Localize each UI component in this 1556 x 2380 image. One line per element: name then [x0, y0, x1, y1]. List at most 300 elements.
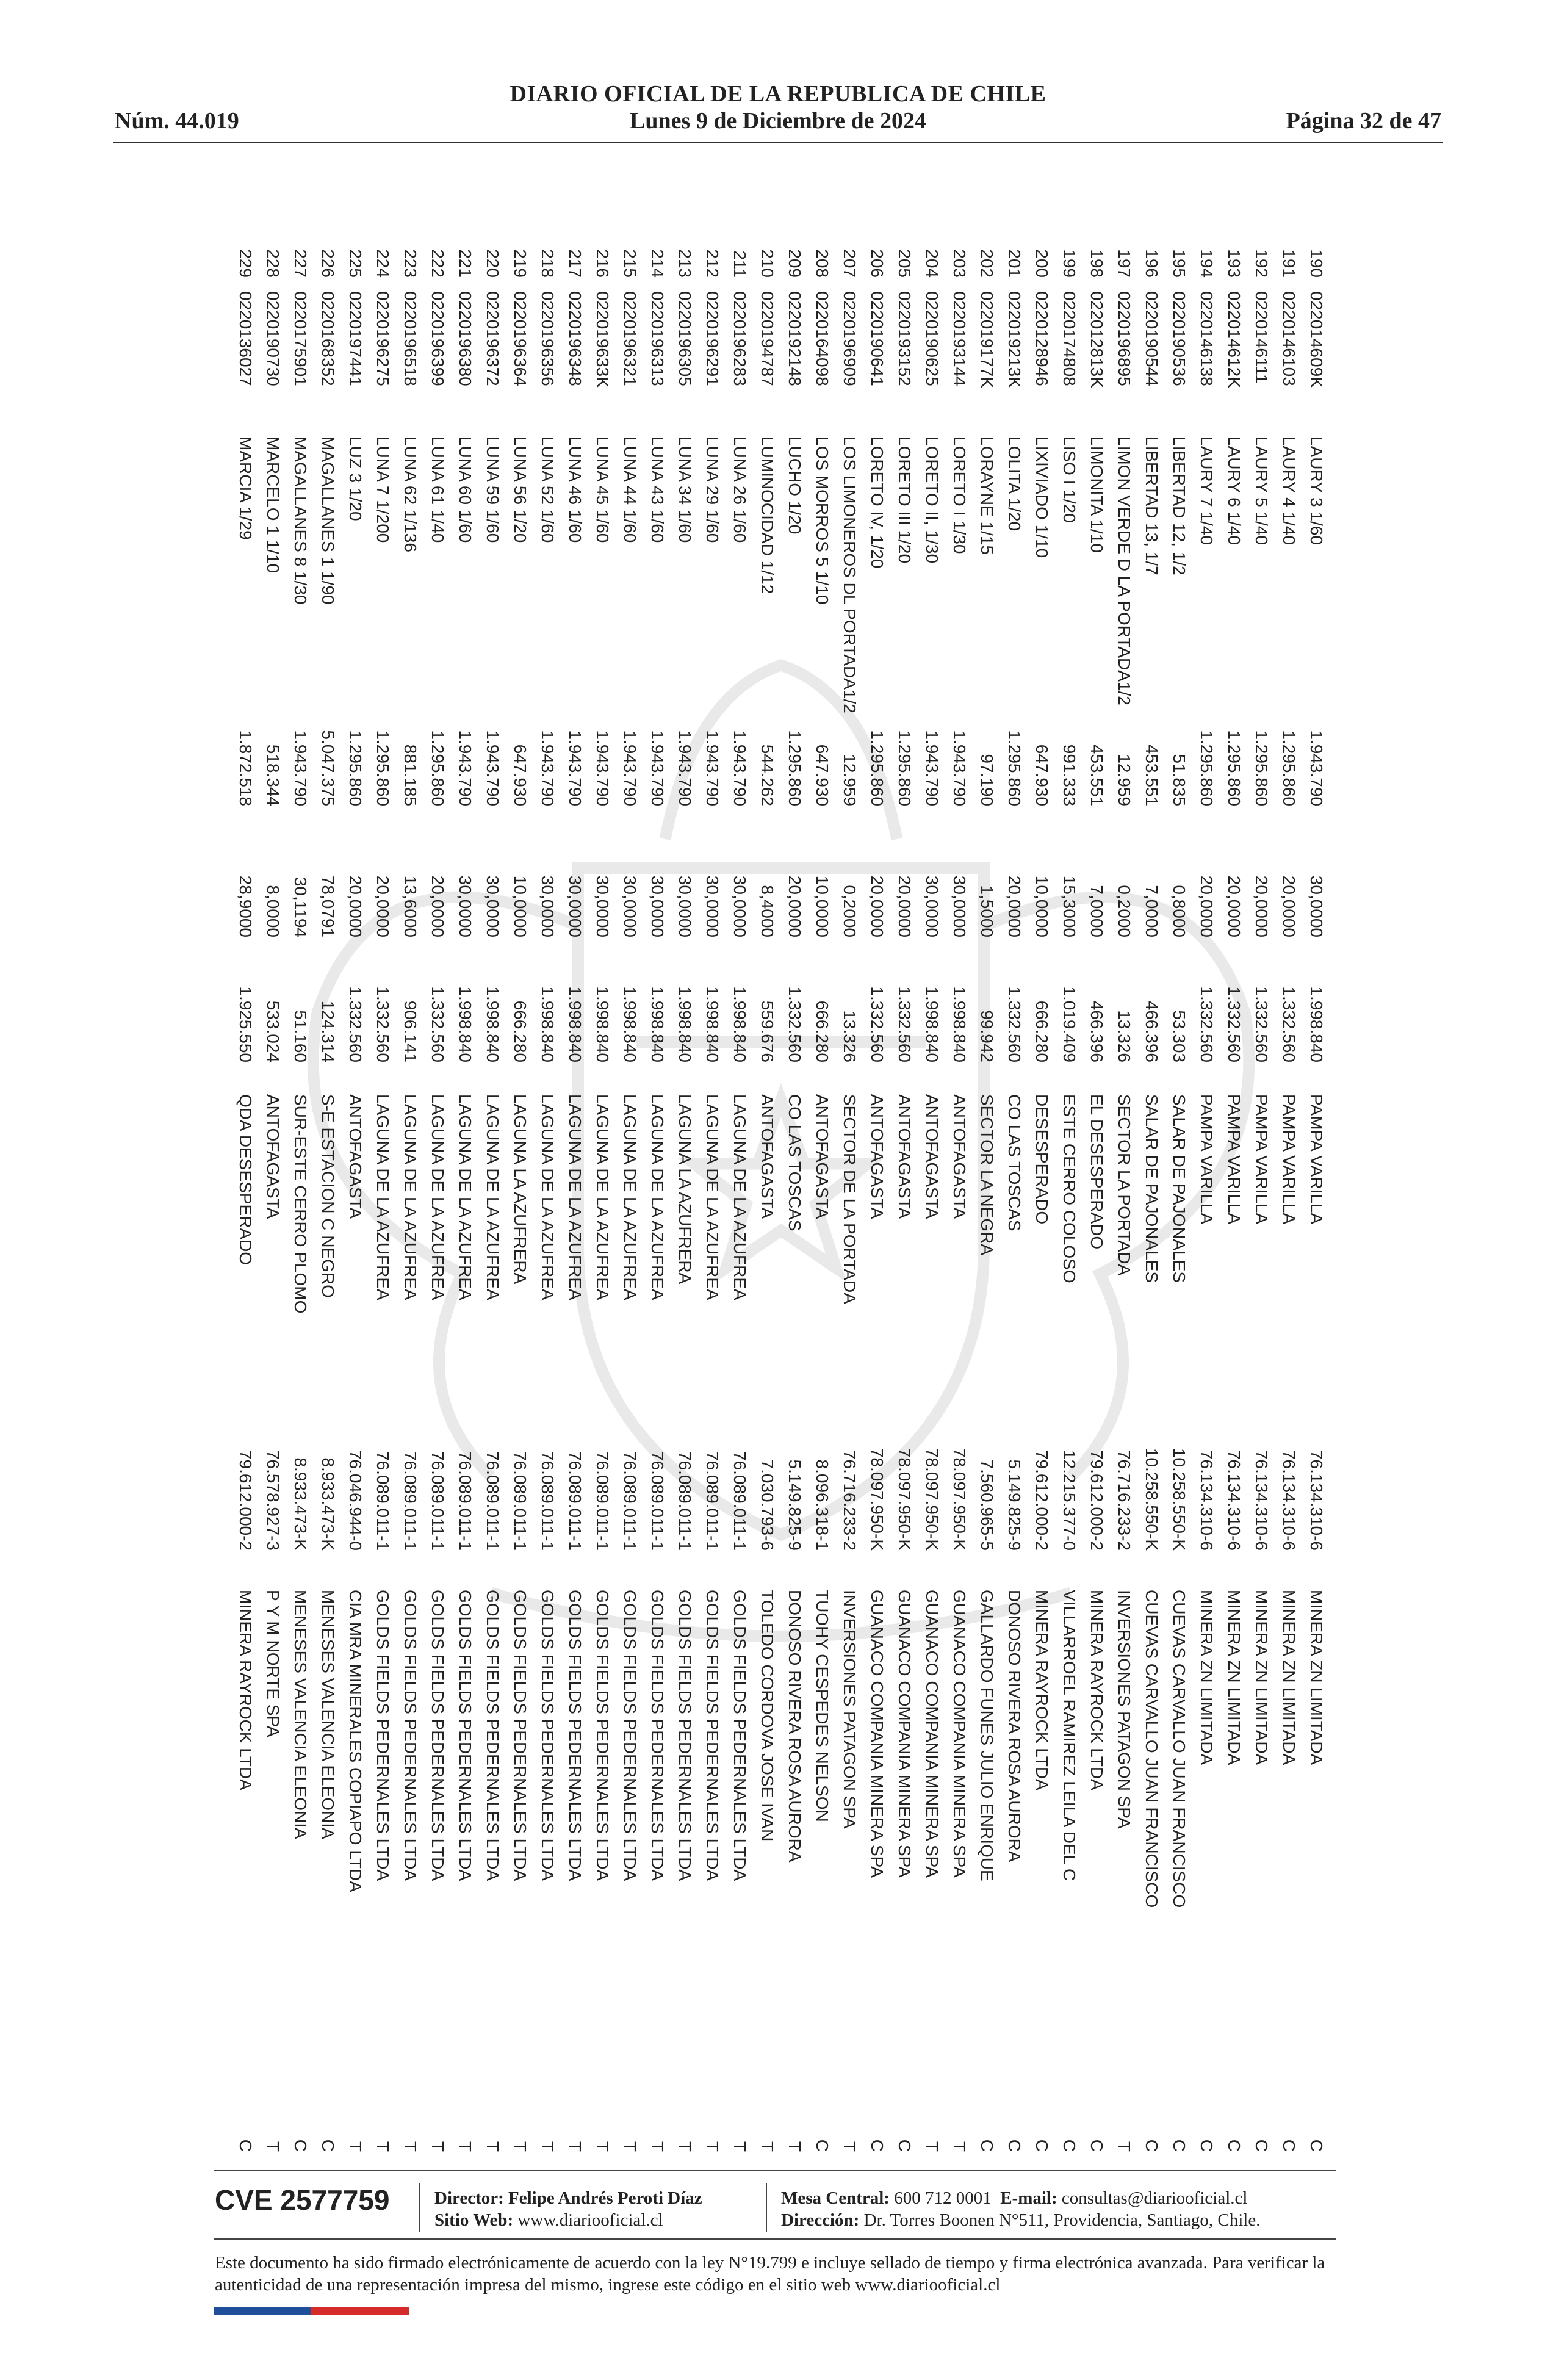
row-number: 210	[758, 249, 777, 278]
hectares-value: 0,2000	[1115, 885, 1134, 937]
utm-value: 1.998.840	[566, 986, 585, 1062]
location-name: ANTOFAGASTA	[868, 1094, 887, 1219]
utm-value: 666.280	[813, 1000, 832, 1062]
table-row	[479, 242, 506, 2152]
titular-name: MINERA ZN LIMITADA	[1307, 1590, 1327, 1765]
titular-name: TUOHY CESPEDES NELSON	[813, 1590, 832, 1822]
concession-name: LAURY 5 1/40	[1252, 436, 1272, 545]
status-code: T	[648, 2141, 668, 2152]
rol-code: 0220190730	[264, 291, 283, 386]
table-row	[918, 242, 946, 2152]
hectares-value: 30,1194	[291, 876, 311, 937]
titular-name: GOLDS FIELDS PEDERNALES LTDA	[648, 1590, 668, 1881]
area-value: 1.943.790	[456, 730, 475, 806]
rut-value: 5.149.825-9	[1005, 1459, 1025, 1551]
location-name: DESESPERADO	[1032, 1094, 1052, 1225]
status-code: C	[1307, 2139, 1327, 2152]
titular-name: MINERA ZN LIMITADA	[1252, 1590, 1272, 1765]
table-row	[287, 242, 314, 2152]
location-name: LAGUNA DE LA AZUFREA	[703, 1094, 722, 1300]
area-value: 1.943.790	[703, 730, 722, 806]
concession-name: LIMONITA 1/10	[1087, 436, 1107, 553]
utm-value: 1.998.840	[950, 986, 970, 1062]
rol-code: 0220192148	[785, 291, 805, 386]
table-row	[589, 242, 616, 2152]
titular-name: GUANACO COMPANIA MINERA SPA	[895, 1590, 915, 1878]
table-row	[1111, 242, 1138, 2152]
concession-name: LUNA 43 1/60	[648, 436, 668, 543]
hectares-value: 30,0000	[621, 875, 640, 937]
rut-value: 76.134.310-6	[1197, 1449, 1217, 1551]
rut-value: 76.089.011-1	[511, 1451, 530, 1551]
concession-name: LUNA 60 1/60	[456, 436, 475, 543]
concession-name: LIMON VERDE D LA PORTADA1/2	[1115, 436, 1134, 705]
titular-name: INVERSIONES PATAGON SPA	[1115, 1590, 1134, 1829]
table-row	[506, 242, 534, 2152]
titular-name: DONOSO RIVERA ROSA AURORA	[1005, 1590, 1025, 1863]
status-code: C	[291, 2139, 311, 2152]
titular-name: DONOSO RIVERA ROSA AURORA	[785, 1590, 805, 1863]
location-name: LAGUNA DE LA AZUFREA	[428, 1094, 448, 1300]
area-value: 1.295.860	[428, 730, 448, 806]
concession-name: MAGALLANES 8 1/30	[291, 436, 311, 605]
location-name: S-E ESTACION C NEGRO	[319, 1094, 338, 1298]
utm-value: 906.141	[401, 1000, 420, 1062]
table-row	[1056, 242, 1083, 2152]
rol-code: 022014612K	[1225, 291, 1244, 388]
location-name: LAGUNA DE LA AZUFREA	[566, 1094, 585, 1300]
concession-name: LIBERTAD 13, 1/7	[1142, 436, 1162, 575]
area-value: 1.295.860	[346, 730, 366, 806]
table-row	[342, 242, 369, 2152]
rol-code: 0220128946	[1032, 291, 1052, 386]
table-row	[1220, 242, 1248, 2152]
row-number: 208	[813, 249, 832, 278]
titular-name: GUANACO COMPANIA MINERA SPA	[923, 1590, 942, 1878]
table-row	[1248, 242, 1275, 2152]
concession-name: LORAYNE 1/15	[978, 436, 997, 555]
status-code: T	[923, 2141, 942, 2152]
hectares-value: 20,0000	[373, 875, 393, 937]
utm-value: 1.998.840	[703, 986, 722, 1062]
location-name: SECTOR LA NEGRA	[978, 1094, 997, 1256]
table-row	[1028, 242, 1056, 2152]
location-name: LAGUNA DE LA AZUFREA	[648, 1094, 668, 1300]
table-row	[424, 242, 452, 2152]
utm-value: 559.676	[758, 1000, 777, 1062]
rol-code: 0220190641	[868, 291, 887, 386]
hectares-value: 30,0000	[730, 875, 750, 937]
hectares-value: 30,0000	[703, 875, 722, 937]
titular-name: GOLDS FIELDS PEDERNALES LTDA	[428, 1590, 448, 1881]
footer-rule-bottom	[214, 2238, 1336, 2240]
address-label: Dirección:	[781, 2210, 860, 2230]
rut-value: 12.215.377-0	[1060, 1449, 1079, 1551]
area-value: 991.333	[1060, 744, 1079, 806]
table-row	[754, 242, 781, 2152]
rol-code: 0220196372	[483, 291, 503, 386]
rut-value: 7.560.965-5	[978, 1459, 997, 1551]
area-value: 1.295.860	[373, 730, 393, 806]
hectares-value: 30,0000	[456, 875, 475, 937]
hectares-value: 20,0000	[785, 875, 805, 937]
hectares-value: 20,0000	[895, 875, 915, 937]
utm-value: 1.998.840	[730, 986, 750, 1062]
rol-code: 0220194787	[758, 291, 777, 386]
location-name: QDA DESESPERADO	[236, 1094, 256, 1266]
rut-value: 76.089.011-1	[593, 1451, 613, 1551]
flag-stripe-blue	[214, 2307, 311, 2315]
concession-name: LUNA 61 1/40	[428, 436, 448, 543]
titular-name: MENESES VALENCIA ELEONIA	[291, 1590, 311, 1839]
hectares-value: 10,0000	[511, 875, 530, 937]
area-value: 1.943.790	[1307, 730, 1327, 806]
location-name: LAGUNA DE LA AZUFREA	[730, 1094, 750, 1300]
status-code: T	[950, 2141, 970, 2152]
location-name: LAGUNA DE LA AZUFREA	[538, 1094, 558, 1300]
area-value: 647.930	[813, 744, 832, 806]
hectares-value: 0,8000	[1170, 885, 1189, 937]
hectares-value: 30,0000	[566, 875, 585, 937]
row-number: 209	[785, 249, 805, 278]
row-number: 222	[428, 249, 448, 278]
table-row	[1165, 242, 1193, 2152]
row-number: 213	[675, 249, 695, 278]
location-name: PAMPA VARILLA	[1307, 1094, 1327, 1225]
rol-code: 0220196305	[675, 291, 695, 386]
concession-name: LORETO I 1/30	[950, 436, 970, 554]
row-number: 223	[401, 249, 420, 278]
rol-code: 0220190625	[923, 291, 942, 386]
address-value: Dr. Torres Boonen N°511, Providencia, Santiago, Chile.	[863, 2210, 1261, 2230]
hectares-value: 15,3000	[1060, 875, 1079, 937]
utm-value: 1.998.840	[1307, 986, 1327, 1062]
table-row	[891, 242, 918, 2152]
row-number: 200	[1032, 249, 1052, 278]
area-value: 544.262	[758, 744, 777, 806]
hectares-value: 20,0000	[1280, 875, 1299, 937]
location-name: LAGUNA DE LA AZUFREA	[456, 1094, 475, 1300]
concession-name: MARCIA 1/29	[236, 436, 256, 540]
hectares-value: 30,0000	[648, 875, 668, 937]
location-name: LAGUNA DE LA AZUFREA	[593, 1094, 613, 1300]
status-code: T	[483, 2141, 503, 2152]
area-value: 453.551	[1142, 744, 1162, 806]
rol-code: 0220146103	[1280, 291, 1299, 386]
area-value: 51.835	[1170, 754, 1189, 806]
concession-name: LAURY 7 1/40	[1197, 436, 1217, 545]
rut-value: 78.097.950-K	[950, 1448, 970, 1551]
hectares-value: 1,5000	[978, 885, 997, 937]
titular-name: GOLDS FIELDS PEDERNALES LTDA	[675, 1590, 695, 1881]
rol-code: 0220136027	[236, 291, 256, 386]
rut-value: 79.612.000-2	[1087, 1449, 1107, 1551]
row-number: 201	[1005, 249, 1025, 278]
rut-value: 8.933.473-K	[319, 1457, 338, 1551]
utm-value: 1.998.840	[456, 986, 475, 1062]
director-label: Director:	[434, 2188, 504, 2208]
row-number: 203	[950, 249, 970, 278]
status-code: C	[236, 2139, 256, 2152]
rut-value: 78.097.950-K	[895, 1448, 915, 1551]
concession-name: LAURY 4 1/40	[1280, 436, 1299, 545]
utm-value: 1.332.560	[346, 986, 366, 1062]
utm-value: 1.332.560	[1197, 986, 1217, 1062]
titular-name: MINERA RAYROCK LTDA	[1087, 1590, 1107, 1790]
location-name: LAGUNA DE LA AZUFREA	[621, 1094, 640, 1300]
titular-name: GUANACO COMPANIA MINERA SPA	[950, 1590, 970, 1878]
rut-value: 76.089.011-1	[703, 1451, 722, 1551]
rut-value: 76.089.011-1	[428, 1451, 448, 1551]
hectares-value: 20,0000	[1005, 875, 1025, 937]
row-number: 190	[1307, 249, 1327, 278]
hectares-value: 30,0000	[538, 875, 558, 937]
status-code: T	[264, 2141, 283, 2152]
table-row	[1275, 242, 1303, 2152]
table-row	[397, 242, 424, 2152]
concession-name: LUNA 45 1/60	[593, 436, 613, 543]
status-code: C	[895, 2139, 915, 2152]
titular-name: GOLDS FIELDS PEDERNALES LTDA	[511, 1590, 530, 1881]
footer-rule-top	[214, 2170, 1336, 2171]
status-code: T	[593, 2141, 613, 2152]
concession-name: LORETO III 1/20	[895, 436, 915, 564]
rut-value: 78.097.950-K	[923, 1448, 942, 1551]
rol-code: 0220168352	[319, 291, 338, 386]
utm-value: 1.332.560	[1225, 986, 1244, 1062]
utm-value: 1.998.840	[675, 986, 695, 1062]
concession-name: LISO I 1/20	[1060, 436, 1079, 523]
location-name: CO LAS TOSCAS	[785, 1094, 805, 1231]
titular-name: INVERSIONES PATAGON SPA	[840, 1590, 860, 1829]
location-name: ANTOFAGASTA	[264, 1094, 283, 1219]
utm-value: 1.332.560	[1280, 986, 1299, 1062]
hectares-value: 30,0000	[675, 875, 695, 937]
hectares-value: 8,0000	[264, 885, 283, 937]
table-row	[809, 242, 836, 2152]
director-block	[434, 2187, 702, 2231]
area-value: 1.943.790	[566, 730, 585, 806]
utm-value: 13.326	[840, 1010, 860, 1062]
utm-value: 1.332.560	[428, 986, 448, 1062]
hectares-value: 30,0000	[483, 875, 503, 937]
hectares-value: 30,0000	[950, 875, 970, 937]
area-value: 1.295.860	[1252, 730, 1272, 806]
area-value: 1.295.860	[1197, 730, 1217, 806]
location-name: PAMPA VARILLA	[1252, 1094, 1272, 1225]
area-value: 453.551	[1087, 744, 1107, 806]
row-number: 215	[621, 249, 640, 278]
rut-value: 76.134.310-6	[1280, 1449, 1299, 1551]
location-name: ANTOFAGASTA	[758, 1094, 777, 1219]
rol-code: 0220190544	[1142, 291, 1162, 386]
hectares-value: 13,6000	[401, 875, 420, 937]
location-name: ANTOFAGASTA	[813, 1094, 832, 1219]
area-value: 1.943.790	[593, 730, 613, 806]
status-code: T	[566, 2141, 585, 2152]
area-value: 1.943.790	[730, 730, 750, 806]
location-name: SUR-ESTE CERRO PLOMO	[291, 1094, 311, 1314]
concession-name: MAGALLANES 1 1/90	[319, 436, 338, 605]
utm-value: 1.998.840	[593, 986, 613, 1062]
titular-name: GALLARDO FUNES JULIO ENRIQUE	[978, 1590, 997, 1881]
rol-code: 0220174808	[1060, 291, 1079, 386]
row-number: 211	[730, 250, 750, 278]
area-value: 1.295.860	[868, 730, 887, 806]
issue-date: Lunes 9 de Diciembre de 2024	[630, 108, 926, 134]
footer-separator	[766, 2183, 767, 2232]
concession-name: LUNA 52 1/60	[538, 436, 558, 543]
hectares-value: 7,0000	[1087, 885, 1107, 937]
row-number: 225	[346, 249, 366, 278]
row-number: 212	[703, 249, 722, 278]
rol-code: 0220190536	[1170, 291, 1189, 386]
hectares-value: 20,0000	[1197, 875, 1217, 937]
utm-value: 1.998.840	[923, 986, 942, 1062]
newspaper-title: DIARIO OFICIAL DE LA REPUBLICA DE CHILE	[510, 81, 1046, 107]
row-number: 207	[840, 249, 860, 278]
utm-value: 53.303	[1170, 1010, 1189, 1062]
web-link[interactable]: www.diariooficial.cl	[517, 2210, 663, 2230]
table-row	[973, 242, 1001, 2152]
rol-code: 0220196909	[840, 291, 860, 386]
status-code: C	[1005, 2139, 1025, 2152]
titular-name: GOLDS FIELDS PEDERNALES LTDA	[566, 1590, 585, 1881]
table-row	[1083, 242, 1111, 2152]
header-rule	[113, 142, 1443, 143]
row-number: 199	[1060, 249, 1079, 278]
mesa-label: Mesa Central:	[781, 2188, 890, 2208]
legal-notice: Este documento ha sido firmado electrónicamente de acuerdo con la ley N°19.799 e incluye sellado de tiempo y firma electrónica avanzada. Para verificar la autenticidad de una representación impresa del mismo, ingrese este código en el sitio web www.diariooficial.cl	[215, 2253, 1325, 2295]
area-value: 1.295.860	[1005, 730, 1025, 806]
concession-name: LIBERTAD 12, 1/2	[1170, 436, 1189, 575]
rol-code: 0220146138	[1197, 291, 1217, 386]
rol-code: 0220196291	[703, 291, 722, 386]
rol-code: 0220193144	[950, 291, 970, 386]
status-code: T	[840, 2141, 860, 2152]
concession-name: LORETO II, 1/30	[923, 436, 942, 564]
row-number: 227	[291, 249, 311, 278]
row-number: 202	[978, 249, 997, 278]
status-code: T	[428, 2141, 448, 2152]
concession-name: LUNA 29 1/60	[703, 436, 722, 543]
concessions-table	[232, 242, 1330, 2152]
status-code: T	[346, 2141, 366, 2152]
page-number: Página 32 de 47	[1286, 108, 1441, 134]
titular-name: GOLDS FIELDS PEDERNALES LTDA	[538, 1590, 558, 1881]
hectares-value: 28,9000	[236, 875, 256, 937]
concession-name: MARCELO 1 1/10	[264, 436, 283, 574]
status-code: C	[1197, 2139, 1217, 2152]
area-value: 1.295.860	[785, 730, 805, 806]
titular-name: MINERA RAYROCK LTDA	[236, 1590, 256, 1790]
status-code: T	[373, 2141, 393, 2152]
table-row	[1303, 242, 1330, 2152]
table-row	[726, 242, 754, 2152]
hectares-value: 30,0000	[923, 875, 942, 937]
status-code: T	[730, 2141, 750, 2152]
table-row	[259, 242, 287, 2152]
rol-code: 0220196321	[621, 291, 640, 386]
hectares-value: 30,0000	[593, 875, 613, 937]
table-row	[616, 242, 644, 2152]
utm-value: 124.314	[319, 1000, 338, 1062]
rol-code: 0220196399	[428, 291, 448, 386]
area-value: 1.943.790	[291, 730, 311, 806]
area-value: 881.185	[401, 744, 420, 806]
rol-code: 0220196895	[1115, 291, 1134, 386]
status-code: T	[675, 2141, 695, 2152]
row-number: 218	[538, 249, 558, 278]
table-row	[863, 242, 891, 2152]
rol-code: 0220196275	[373, 291, 393, 386]
titular-name: MINERA ZN LIMITADA	[1225, 1590, 1244, 1765]
location-name: SECTOR LA PORTADA	[1115, 1094, 1134, 1276]
hectares-value: 10,0000	[813, 875, 832, 937]
row-number: 193	[1225, 249, 1244, 278]
status-code: T	[456, 2141, 475, 2152]
row-number: 198	[1087, 249, 1107, 278]
rut-value: 76.716.233-2	[840, 1449, 860, 1551]
area-value: 647.930	[511, 744, 530, 806]
concession-name: LUNA 26 1/60	[730, 436, 750, 543]
rol-code: 0220175901	[291, 291, 311, 386]
rol-code: 0220196313	[648, 291, 668, 386]
titular-name: MINERA RAYROCK LTDA	[1032, 1590, 1052, 1790]
concession-name: LUZ 3 1/20	[346, 436, 366, 521]
rut-value: 79.612.000-2	[1032, 1449, 1052, 1551]
status-code: T	[703, 2141, 722, 2152]
utm-value: 1.019.409	[1060, 986, 1079, 1062]
hectares-value: 7,0000	[1142, 885, 1162, 937]
titular-name: TOLEDO CORDOVA JOSE IVAN	[758, 1590, 777, 1842]
web-label: Sitio Web:	[434, 2210, 514, 2230]
location-name: ANTOFAGASTA	[895, 1094, 915, 1219]
utm-value: 466.396	[1142, 1000, 1162, 1062]
row-number: 191	[1280, 249, 1299, 278]
location-name: SALAR DE PAJONALES	[1170, 1094, 1189, 1283]
row-number: 206	[868, 249, 887, 278]
email-link[interactable]: consultas@diariooficial.cl	[1061, 2188, 1248, 2208]
rut-value: 5.149.825-9	[785, 1459, 805, 1551]
utm-value: 1.925.550	[236, 986, 256, 1062]
area-value: 518.344	[264, 744, 283, 806]
status-code: T	[1115, 2141, 1134, 2152]
hectares-value: 20,0000	[346, 875, 366, 937]
titular-name: VILLARROEL RAMIREZ LEILA DEL C	[1060, 1590, 1079, 1881]
row-number: 224	[373, 249, 393, 278]
rol-code: 0220164098	[813, 291, 832, 386]
area-value: 12.959	[840, 754, 860, 806]
rut-value: 78.097.950-K	[868, 1448, 887, 1551]
table-row	[671, 242, 699, 2152]
rut-value: 76.089.011-1	[373, 1451, 393, 1551]
row-number: 219	[511, 249, 530, 278]
location-name: ANTOFAGASTA	[923, 1094, 942, 1219]
status-code: T	[401, 2141, 420, 2152]
row-number: 214	[648, 249, 668, 278]
location-name: ANTOFAGASTA	[950, 1094, 970, 1219]
area-value: 1.872.518	[236, 730, 256, 806]
table-row	[232, 242, 259, 2152]
titular-name: CIA MRA MINERALES COPIAPO LTDA	[346, 1590, 366, 1892]
concession-name: LUNA 56 1/20	[511, 436, 530, 543]
location-name: LAGUNA LA AZUFRERA	[675, 1094, 695, 1285]
row-number: 226	[319, 249, 338, 278]
rut-value: 8.933.473-K	[291, 1457, 311, 1551]
rut-value: 10.258.550-K	[1170, 1448, 1189, 1551]
hectares-value: 20,0000	[868, 875, 887, 937]
